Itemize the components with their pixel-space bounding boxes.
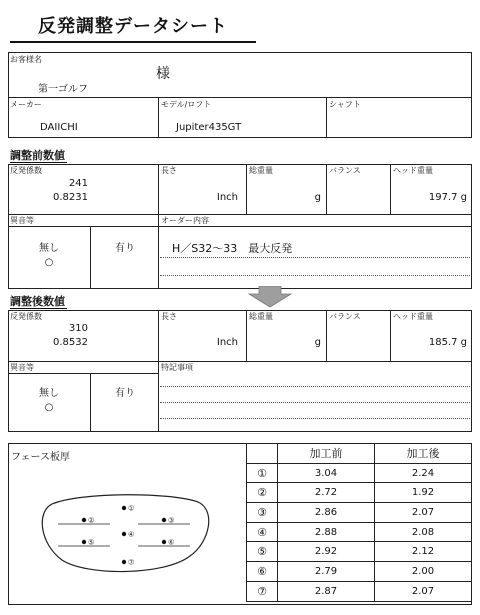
before-noise-none-mark: ○ [44, 257, 54, 268]
cell-point: ⑥ [247, 562, 278, 582]
down-arrow-icon [247, 286, 293, 308]
face-point-label: ② [88, 516, 95, 525]
model-label: モデル/ロフト [161, 100, 212, 109]
face-point-label: ⑦ [128, 558, 135, 567]
cell-after: 2.07 [375, 581, 472, 601]
table-row [247, 562, 472, 582]
before-section-title: 調整前数値 [10, 149, 65, 162]
before-row-divider [8, 214, 472, 215]
cell-after: 2.00 [375, 562, 472, 582]
cell-before: 2.87 [278, 581, 375, 601]
before-order-underline [158, 226, 472, 227]
before-total-weight-label: 総重量 [249, 166, 273, 175]
before-noise-label: 異音等 [10, 216, 34, 225]
cell-point: ④ [247, 522, 278, 542]
club-divider-2 [326, 97, 327, 138]
header-point [247, 444, 278, 464]
cell-before: 2.88 [278, 522, 375, 542]
before-total-weight-unit: g [314, 192, 321, 203]
after-noise-yes: 有り [115, 388, 135, 399]
before-balance-label: バランス [329, 166, 361, 175]
after-col-2 [246, 310, 247, 361]
cell-after: 2.12 [375, 542, 472, 562]
face-point-dot [82, 540, 86, 544]
after-noise-header-line [8, 373, 158, 374]
face-point-dot [82, 518, 86, 522]
before-noise-yes: 有り [115, 243, 135, 254]
cell-point: ⑤ [247, 542, 278, 562]
before-noise-none: 無し [39, 243, 59, 254]
table-row [247, 581, 472, 601]
cell-point: ⑦ [247, 581, 278, 601]
cell-after: 1.92 [375, 483, 472, 503]
face-point-dot [122, 506, 126, 510]
table-row [247, 463, 472, 483]
customer-name-value: 第一ゴルフ [38, 84, 88, 95]
after-col-4 [390, 310, 391, 361]
before-order-label: オーダー内容 [161, 216, 209, 225]
customer-divider [8, 97, 472, 98]
before-order-dotted-1 [160, 257, 470, 258]
table-row [247, 503, 472, 523]
after-notes-dotted-2 [160, 402, 470, 403]
cell-before: 2.86 [278, 503, 375, 523]
cell-point: ① [247, 463, 278, 483]
cell-point: ② [247, 483, 278, 503]
after-head-weight-value: 185.7 g [428, 337, 467, 348]
after-noise-none-mark: ○ [44, 402, 54, 413]
page-title: 反発調整データシート [38, 16, 228, 37]
before-col-4 [390, 164, 391, 214]
after-rebound-label: 反発係数 [10, 312, 42, 321]
table-row [247, 483, 472, 503]
table-row [247, 522, 472, 542]
after-total-weight-label: 総重量 [249, 312, 273, 321]
before-order-value: H／S32～33 最大反発 [172, 242, 293, 255]
after-total-weight-unit: g [314, 337, 321, 348]
after-rebound-value-2: 0.8532 [53, 337, 88, 348]
face-point-label: ③ [168, 516, 175, 525]
after-head-weight-label: ヘッド重量 [393, 312, 433, 321]
after-section-title: 調整後数値 [10, 295, 65, 308]
cell-point: ③ [247, 503, 278, 523]
header-before: 加工前 [278, 444, 375, 464]
cell-before: 2.79 [278, 562, 375, 582]
after-row-divider [8, 361, 472, 362]
cell-after: 2.08 [375, 522, 472, 542]
face-point-label: ⑥ [168, 538, 175, 547]
cell-before: 2.92 [278, 542, 375, 562]
table-header-row [247, 444, 472, 464]
cell-before: 3.04 [278, 463, 375, 483]
before-noise-divider [90, 226, 91, 289]
after-col-1 [158, 310, 159, 432]
after-notes-dotted-3 [160, 418, 470, 419]
face-diagram [40, 490, 210, 578]
face-point-dot [122, 560, 126, 564]
before-col-2 [246, 164, 247, 214]
after-length-unit: Inch [216, 337, 238, 348]
face-point-label: ④ [128, 530, 135, 539]
after-noise-divider [90, 373, 91, 432]
table-row [247, 542, 472, 562]
maker-value: DAIICHI [40, 122, 78, 133]
before-rebound-value-2: 0.8231 [53, 192, 88, 203]
face-point-dot [162, 518, 166, 522]
before-head-weight-value: 197.7 g [428, 192, 467, 203]
shaft-label: シャフト [329, 100, 361, 109]
maker-label: メーカー [10, 100, 42, 109]
after-notes-label: 特記事項 [161, 363, 193, 372]
before-noise-header-line [8, 226, 158, 227]
header-after: 加工後 [375, 444, 472, 464]
after-balance-label: バランス [329, 312, 361, 321]
cell-after: 2.24 [375, 463, 472, 483]
before-rebound-label: 反発係数 [10, 166, 42, 175]
model-value: Jupiter435GT [176, 122, 242, 133]
cell-after: 2.07 [375, 503, 472, 523]
face-point-label: ① [128, 504, 135, 513]
face-thickness-table [246, 443, 472, 602]
face-point-dot [122, 532, 126, 536]
after-length-label: 長さ [161, 312, 177, 321]
customer-honorific: 様 [156, 66, 170, 82]
after-notes-dotted-1 [160, 386, 470, 387]
club-divider-1 [158, 97, 159, 138]
after-col-3 [326, 310, 327, 361]
before-col-3 [326, 164, 327, 214]
face-thickness-label: フェース板厚 [11, 452, 70, 463]
title-underline [10, 41, 256, 43]
before-length-unit: Inch [216, 192, 238, 203]
face-point-dot [162, 540, 166, 544]
before-head-weight-label: ヘッド重量 [393, 166, 433, 175]
face-point-label: ⑤ [88, 538, 95, 547]
before-length-label: 長さ [161, 166, 177, 175]
customer-name-label: お客様名 [10, 55, 42, 64]
after-noise-none: 無し [39, 388, 59, 399]
before-order-dotted-2 [160, 275, 470, 276]
after-noise-label: 異音等 [10, 363, 34, 372]
after-rebound-value-1: 310 [68, 323, 88, 334]
before-rebound-value-1: 241 [68, 178, 88, 189]
cell-before: 2.72 [278, 483, 375, 503]
